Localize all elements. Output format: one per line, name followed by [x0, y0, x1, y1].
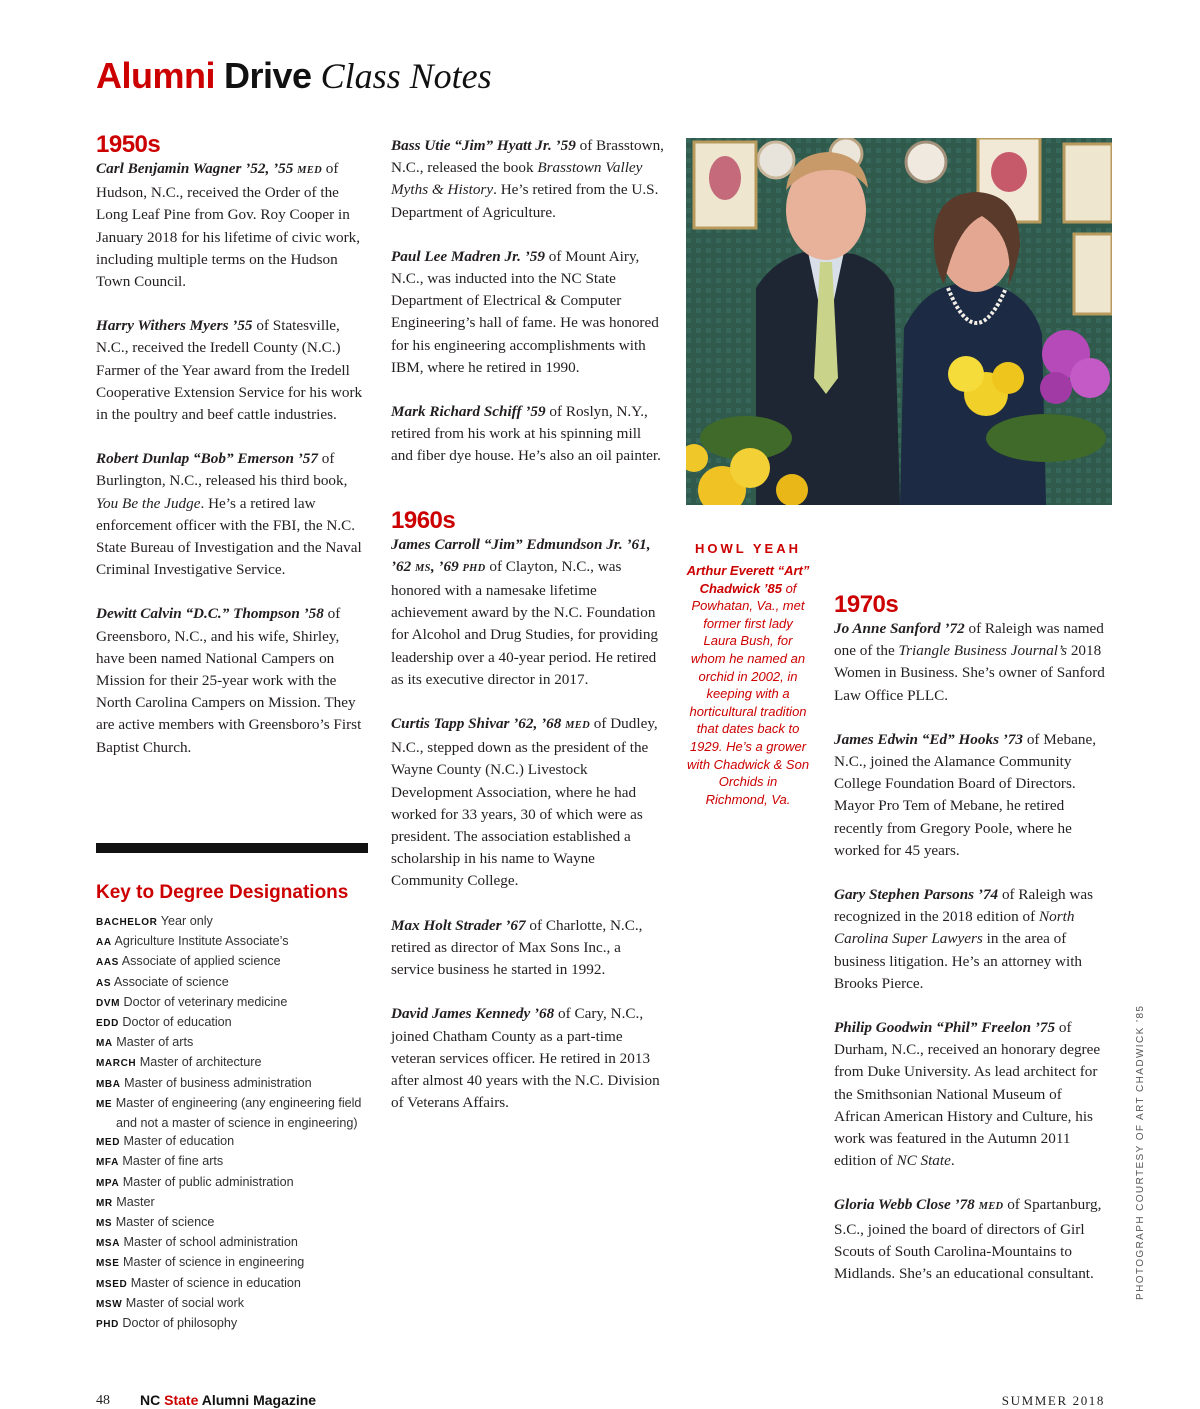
key-heading: Key to Degree Designations — [96, 882, 349, 903]
key-item — [96, 1314, 376, 1334]
caption-text: of Powhatan, Va., met former first lady Laura Bush, for whom he named an orchid in 2002, in keeping with a horticultural tradition that dates back to 1929. He’s a grower with Chadwick & Son Orchids in Richmond, Va. — [686, 580, 810, 807]
key-desc: Master of public administration — [122, 1174, 294, 1189]
note-text: of Mebane, N.C., joined the Alamance Community College Foundation Board of Directors. Mayor Pro Tem of Mebane, he retired recently from Gregory Poole, where he worked for 45 years. — [834, 730, 1096, 859]
key-abbr: MED — [96, 1137, 121, 1149]
note-text: of Hudson, N.C., received the Order of the Long Leaf Pine from Gov. Roy Cooper in January 2018 for his lifetime of civic work, including multiple terms on the Hudson Town Council. — [96, 160, 361, 291]
alumni-name: Jo Anne Sanford ’72 — [834, 620, 965, 637]
key-abbr: AS — [96, 977, 112, 989]
key-abbr: MSA — [96, 1238, 121, 1250]
class-note — [834, 1017, 1106, 1172]
key-item — [96, 1233, 376, 1253]
page-title — [96, 52, 492, 100]
title-drive: Drive — [224, 55, 312, 96]
title-class-notes: Class Notes — [320, 56, 492, 96]
key-desc: Master of engineering (any engineering field and not a master of science in engineering) — [115, 1095, 362, 1131]
alumni-name-cont: , ’69 — [430, 557, 459, 575]
key-desc: Master of architecture — [139, 1055, 262, 1070]
key-item — [96, 1253, 376, 1273]
key-desc: Doctor of education — [122, 1015, 232, 1030]
class-note — [834, 884, 1106, 995]
key-item — [96, 1294, 376, 1314]
key-abbr: ME — [96, 1098, 113, 1110]
key-desc: Agriculture Institute Associate’s — [114, 934, 289, 949]
key-list — [96, 912, 376, 1334]
publication-title: NC State — [896, 1152, 951, 1170]
note-text: of Mount Airy, N.C., was inducted into the NC State Department of Electrical & Computer Engineering’s hall of fame. He was honored for his engineering accomplishments with IBM, where he retired in 1990. — [391, 247, 659, 376]
key-abbr: MFA — [96, 1157, 119, 1169]
caption-label: HOWL YEAH — [695, 541, 801, 556]
note-text: of Dudley, N.C., stepped down as the president of the Wayne County (N.C.) Livestock Development Association, where he had worked for 33 years, 30 of which were as president. The association established a scholarship in his name to Wayne Community College. — [391, 715, 658, 890]
key-abbr: MSED — [96, 1278, 128, 1290]
decade-heading-1960s: 1960s — [391, 506, 456, 534]
key-desc: Master of school administration — [123, 1235, 298, 1250]
alumni-name: Curtis Tapp Shivar ’62, ’68 — [391, 715, 562, 733]
note-text: . He’s a retired law enforcement officer with the FBI, the N.C. State Bureau of Investigation and the Naval Criminal Investigative Service. — [96, 494, 362, 579]
key-item — [96, 1033, 376, 1053]
key-desc: Year only — [160, 914, 213, 928]
alumni-name: James Carroll “Jim” Edmundson Jr. ’61, ’62 — [391, 535, 651, 575]
key-item — [96, 952, 376, 972]
class-note — [391, 401, 666, 468]
key-desc: Master — [116, 1194, 155, 1209]
key-desc: Master of science in education — [130, 1275, 301, 1290]
class-note — [834, 729, 1106, 862]
photo-credit: PHOTOGRAPH COURTESY OF ART CHADWICK ’85 — [1135, 1004, 1146, 1300]
page-number: 48 — [96, 1393, 110, 1408]
degree-abbr: PHD — [462, 562, 486, 574]
class-note — [391, 135, 666, 224]
publication-title: Triangle Business Journal’s — [898, 642, 1068, 660]
alumni-name: Dewitt Calvin “D.C.” Thompson ’58 — [96, 605, 324, 623]
key-abbr: BACHELOR — [96, 917, 158, 928]
degree-abbr: MED — [978, 1201, 1004, 1213]
class-note — [391, 534, 666, 691]
photo-caption — [686, 540, 810, 808]
alumni-name: David James Kennedy ’68 — [391, 1005, 555, 1023]
key-item — [96, 1193, 376, 1213]
note-text: of Spartanburg, S.C., joined the board of directors of Girl Scouts of South Carolina-Mountains to Midlands. She’s an educational consultant. — [834, 1196, 1102, 1283]
alumni-name: Paul Lee Madren Jr. ’59 — [391, 247, 545, 265]
alumni-name: James Edwin “Ed” Hooks ’73 — [834, 730, 1024, 748]
book-title: Brasstown Valley Myths & History — [391, 159, 643, 199]
key-abbr: AA — [96, 937, 112, 949]
key-item — [96, 912, 376, 932]
key-item — [96, 1053, 376, 1073]
key-item — [96, 993, 376, 1013]
key-desc: Associate of science — [113, 974, 229, 989]
degree-abbr: MED — [297, 165, 322, 176]
key-abbr: PHD — [96, 1319, 119, 1331]
issue-date: SUMMER 2018 — [1001, 1393, 1105, 1408]
class-note — [391, 1003, 666, 1114]
key-item — [96, 1173, 376, 1193]
alumni-name: Gloria Webb Close ’78 — [834, 1196, 975, 1214]
key-abbr: MARCH — [96, 1058, 137, 1070]
note-text: of Durham, N.C., received an honorary degree from Duke University. As lead architect for the Smithsonian National Museum of African American History and Culture, his work was featured in the Autumn 2011 edition of — [834, 1019, 1101, 1170]
alumni-photo — [686, 138, 1112, 505]
key-desc: Master of arts — [116, 1035, 194, 1050]
class-note — [834, 618, 1106, 707]
key-abbr: AAS — [96, 957, 119, 969]
key-abbr: MPA — [96, 1177, 120, 1189]
class-note — [391, 246, 666, 379]
key-desc: Master of fine arts — [122, 1154, 224, 1169]
class-note — [391, 915, 666, 982]
note-text: 2018 Women in Business. She’s owner of Sanford Law Office PLLC. — [834, 642, 1105, 704]
class-note — [96, 448, 368, 581]
decade-heading-1950s: 1950s — [96, 131, 161, 158]
note-text: of Greensboro, N.C., and his wife, Shirley, have been named National Campers on Mission for their 25-year work with the North Carolina Campers on Mission. They are active members with Greensboro’s First Baptist Church. — [96, 605, 362, 756]
key-item — [96, 1213, 376, 1233]
note-text: of Cary, N.C., joined Chatham County as a part-time veteran services officer. He retired in 2013 after almost 40 years with the N.C. Division of Veterans Affairs. — [391, 1005, 660, 1112]
book-title: You Be the Judge — [96, 494, 201, 512]
class-note — [834, 1194, 1106, 1285]
alumni-name: Mark Richard Schiff ’59 — [391, 403, 546, 421]
alumni-name: Bass Utie “Jim” Hyatt Jr. ’59 — [391, 137, 576, 154]
key-abbr: MBA — [96, 1078, 121, 1090]
note-text: of Brasstown, N.C., released the book — [391, 137, 664, 177]
key-abbr: DVM — [96, 997, 121, 1009]
degree-abbr: MS — [415, 562, 431, 574]
key-desc: Master of science — [115, 1215, 215, 1230]
class-note — [391, 713, 666, 893]
key-desc: Master of business administration — [124, 1075, 312, 1090]
class-note — [96, 603, 368, 758]
note-text: in the area of business litigation. He’s an attorney with Brooks Pierce. — [834, 930, 1083, 992]
key-abbr: MSE — [96, 1258, 120, 1270]
key-desc: Doctor of veterinary medicine — [123, 994, 288, 1009]
note-text: of Raleigh was recognized in the 2018 edition of — [834, 886, 1094, 926]
key-abbr: MSW — [96, 1298, 123, 1310]
note-text: of Statesville, N.C., received the Iredell County (N.C.) Farmer of the Year award from the Iredell Cooperative Extension Service for his work in the poultry and beef cattle industries. — [96, 317, 363, 424]
alumni-name: Harry Withers Myers ’55 — [96, 317, 253, 335]
degree-abbr: MED — [565, 720, 590, 732]
key-abbr: MR — [96, 1197, 113, 1209]
alumni-name: Philip Goodwin “Phil” Freelon ’75 — [834, 1019, 1056, 1037]
column-1 — [96, 128, 368, 781]
title-alumni: Alumni — [96, 55, 215, 96]
note-text: . — [950, 1152, 955, 1170]
degree-key — [96, 880, 376, 1334]
note-text: of Clayton, N.C., was honored with a namesake lifetime achievement award by the N.C. Foundation for Alcohol and Drug Studies, for providing leadership over a 40-year period. He retired as its executive director in 2017. — [391, 557, 659, 688]
key-desc: Master of social work — [125, 1295, 245, 1310]
magazine-rest: Alumni Magazine — [201, 1392, 317, 1408]
key-abbr: EDD — [96, 1018, 119, 1030]
key-item — [96, 932, 376, 952]
alumni-name: Gary Stephen Parsons ’74 — [834, 886, 999, 904]
key-desc: Master of education — [123, 1134, 235, 1149]
caption-text-block — [686, 562, 810, 808]
key-item — [96, 1013, 376, 1033]
column-2 — [391, 135, 666, 1136]
class-note — [96, 158, 368, 293]
key-abbr: MS — [96, 1218, 113, 1230]
key-item — [96, 1274, 376, 1294]
key-desc: Master of science in engineering — [122, 1255, 305, 1270]
note-text: of Raleigh was named one of the — [834, 620, 1104, 660]
key-desc: Associate of applied science — [121, 954, 281, 969]
key-abbr: MA — [96, 1038, 113, 1050]
key-item — [96, 1132, 376, 1152]
decade-heading-1970s: 1970s — [834, 591, 899, 618]
note-text: . He’s retired from the U.S. Department of Agriculture. — [391, 181, 659, 221]
note-text: of Roslyn, N.Y., retired from his work at his spinning mill and fiber dye house. He’s also an oil painter. — [391, 403, 661, 465]
key-item — [96, 1094, 376, 1132]
class-note — [96, 315, 368, 426]
key-desc: Doctor of philosophy — [122, 1316, 238, 1331]
alumni-name: Robert Dunlap “Bob” Emerson ’57 — [96, 450, 318, 468]
alumni-name: Max Holt Strader ’67 — [391, 916, 526, 934]
key-item — [96, 1152, 376, 1172]
magazine-nc: NC — [140, 1392, 161, 1408]
publication-title: North Carolina Super Lawyers — [834, 908, 1075, 948]
caption-name: Arthur Everett “Art” Chadwick ’85 — [686, 563, 810, 596]
column-3 — [834, 592, 1106, 1307]
section-divider — [96, 843, 368, 853]
note-text: of Burlington, N.C., released his third book, — [96, 450, 348, 490]
alumni-name: Carl Benjamin Wagner ’52, ’55 — [96, 160, 294, 177]
key-item — [96, 1074, 376, 1094]
note-text: of Charlotte, N.C., retired as director of Max Sons Inc., a service business he started in 1992. — [391, 916, 643, 979]
magazine-state: State — [164, 1392, 199, 1408]
key-item — [96, 973, 376, 993]
